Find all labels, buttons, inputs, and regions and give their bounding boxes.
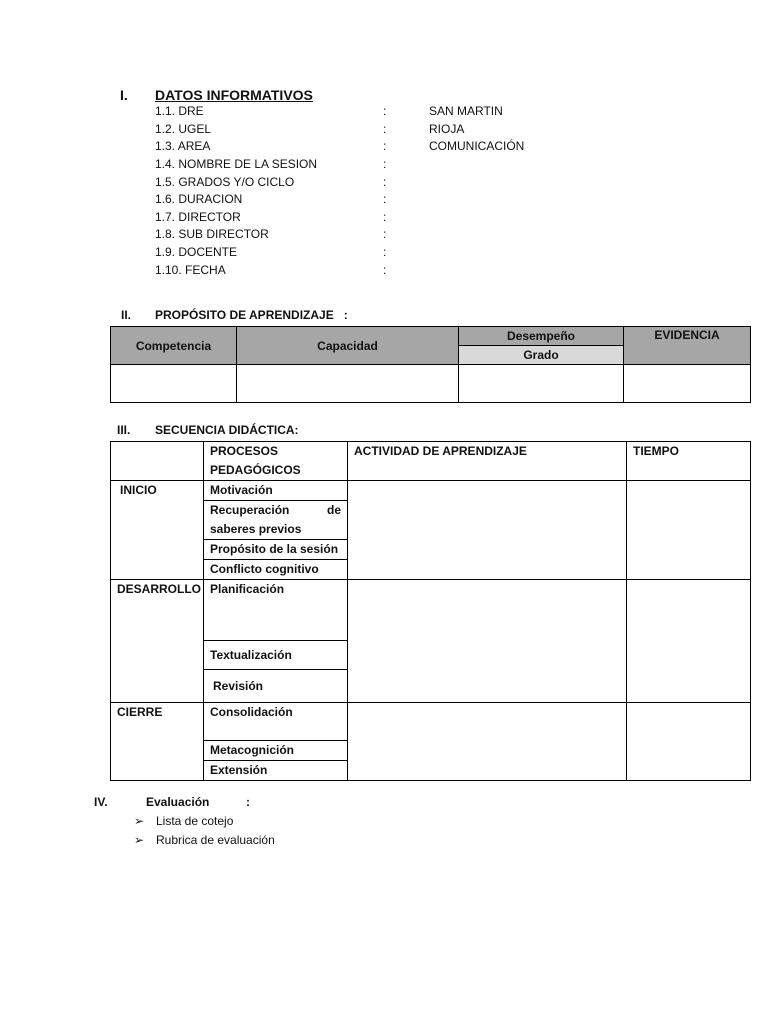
actividad-desarrollo <box>348 580 627 703</box>
proceso-revision: Revisión <box>204 670 348 703</box>
info-colon: : <box>383 139 387 153</box>
header-tiempo: TIEMPO <box>627 442 751 481</box>
section-2-number: II. <box>121 308 132 322</box>
evaluation-item-label: Lista de cotejo <box>156 814 234 828</box>
arrow-bullet-icon: ➢ <box>134 833 145 847</box>
info-value: SAN MARTIN <box>429 104 503 118</box>
proceso-proposito: Propósito de la sesión <box>204 540 348 560</box>
section-3-number: III. <box>117 423 131 437</box>
section-1-title: DATOS INFORMATIVOS <box>155 87 313 103</box>
info-colon: : <box>383 104 387 118</box>
info-colon: : <box>383 175 387 189</box>
section-1-number: I. <box>120 87 128 103</box>
info-label: 1.1. DRE <box>155 104 204 118</box>
info-colon: : <box>383 245 387 259</box>
info-value: COMUNICACIÓN <box>429 139 525 153</box>
info-label: 1.4. NOMBRE DE LA SESION <box>155 157 318 171</box>
header-procesos-line1: PROCESOS <box>210 444 279 458</box>
actividad-inicio <box>348 481 627 580</box>
proceso-conflicto: Conflicto cognitivo <box>204 560 348 580</box>
phase-cierre: CIERRE <box>111 703 204 781</box>
section-4-number: IV. <box>94 795 108 809</box>
recuperacion-word2: de <box>326 503 341 517</box>
info-colon: : <box>383 157 387 171</box>
info-value: RIOJA <box>429 122 465 136</box>
header-procesos-line2: PEDAGÓGICOS <box>210 463 301 477</box>
info-label: 1.8. SUB DIRECTOR <box>155 227 269 241</box>
info-label: 1.7. DIRECTOR <box>155 210 241 224</box>
proceso-consolidacion: Consolidación <box>204 703 348 741</box>
info-colon: : <box>383 263 387 277</box>
tiempo-cierre <box>627 703 751 781</box>
arrow-bullet-icon: ➢ <box>134 814 145 828</box>
section-4-colon: : <box>246 795 250 809</box>
info-label: 1.2. UGEL <box>155 122 212 136</box>
evaluation-item <box>134 814 233 828</box>
actividad-cierre <box>348 703 627 781</box>
header-grado: Grado <box>459 346 624 365</box>
proceso-textualizacion: Textualización <box>204 641 348 670</box>
recuperacion-line2: saberes previos <box>210 522 302 536</box>
proceso-extension: Extensión <box>204 761 348 781</box>
header-procesos <box>204 442 348 481</box>
header-evidencia: EVIDENCIA <box>624 327 751 365</box>
header-competencia: Competencia <box>111 327 237 365</box>
proceso-metacognicion: Metacognición <box>204 741 348 761</box>
proceso-planificacion: Planificación <box>204 580 348 641</box>
section-3-title: SECUENCIA DIDÁCTICA: <box>155 423 299 437</box>
info-label: 1.9. DOCENTE <box>155 245 238 259</box>
info-label: 1.6. DURACION <box>155 192 243 206</box>
header-desempeno: Desempeño <box>459 327 624 346</box>
info-label: 1.3. AREA <box>155 139 211 153</box>
info-colon: : <box>383 227 387 241</box>
info-label: 1.10. FECHA <box>155 263 226 277</box>
cell-capacidad <box>237 365 459 403</box>
section-2-title: PROPÓSITO DE APRENDIZAJE : <box>155 308 348 322</box>
tiempo-inicio <box>627 481 751 580</box>
section-4-title: Evaluación <box>146 795 210 809</box>
cell-competencia <box>111 365 237 403</box>
info-label: 1.5. GRADOS Y/O CICLO <box>155 175 295 189</box>
cell-desempeno <box>459 365 624 403</box>
proceso-recuperacion <box>204 501 348 540</box>
header-empty <box>111 442 204 481</box>
info-colon: : <box>383 210 387 224</box>
recuperacion-word1: Recuperación <box>210 503 290 517</box>
header-capacidad: Capacidad <box>237 327 459 365</box>
info-colon: : <box>383 122 387 136</box>
cell-evidencia <box>624 365 751 403</box>
proposito-table <box>110 326 751 403</box>
proceso-motivacion: Motivación <box>204 481 348 501</box>
phase-inicio: INICIO <box>111 481 204 580</box>
secuencia-table <box>110 441 751 781</box>
evaluation-item <box>134 833 275 847</box>
evaluation-item-label: Rubrica de evaluación <box>156 833 275 847</box>
phase-desarrollo: DESARROLLO <box>111 580 204 703</box>
info-colon: : <box>383 192 387 206</box>
tiempo-desarrollo <box>627 580 751 703</box>
header-actividad: ACTIVIDAD DE APRENDIZAJE <box>348 442 627 481</box>
